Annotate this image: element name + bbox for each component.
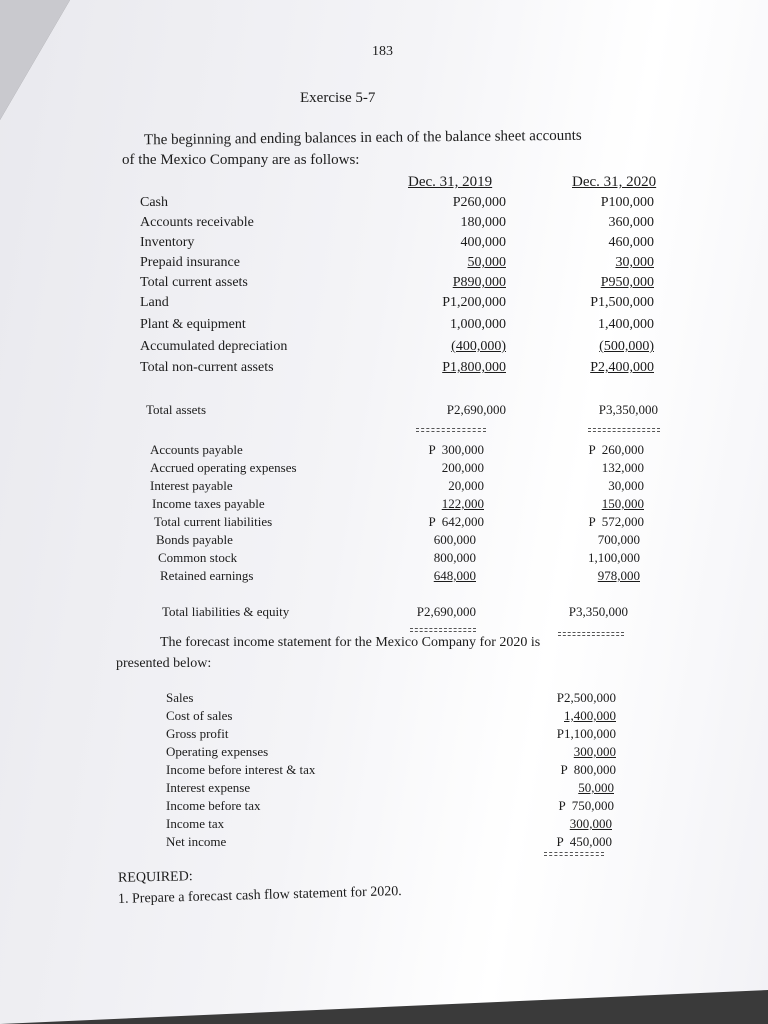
value-2020: P2,400,000 [590, 360, 654, 375]
row-label: Accounts payable [150, 442, 243, 457]
column-header-2019: Dec. 31, 2019 [408, 174, 493, 190]
double-rule [558, 632, 624, 636]
double-rule [416, 428, 486, 432]
value-2020: 360,000 [608, 215, 654, 230]
row-value: P 750,000 [558, 798, 614, 813]
value-2019: 50,000 [467, 255, 506, 270]
value-2019: 400,000 [460, 235, 506, 250]
row-label: Total current assets [140, 275, 248, 290]
row-label: Total liabilities & equity [162, 604, 290, 619]
row-label: Accounts receivable [140, 215, 254, 230]
row-value: P2,500,000 [556, 690, 616, 705]
row-label: Accumulated depreciation [140, 339, 288, 354]
value-2019: P260,000 [452, 195, 506, 210]
double-rule [410, 628, 476, 632]
row-value: P 800,000 [560, 762, 616, 777]
value-2020: 978,000 [597, 568, 640, 583]
value-2020: (500,000) [599, 339, 654, 354]
row-label: Income tax [166, 816, 225, 831]
value-2020: 30,000 [608, 478, 644, 493]
value-2020: 150,000 [601, 496, 644, 511]
value-2020: P100,000 [600, 195, 654, 210]
value-2019: 800,000 [433, 550, 476, 565]
row-label: Bonds payable [156, 532, 233, 547]
row-label: Retained earnings [160, 568, 254, 583]
value-2020: 700,000 [597, 532, 640, 547]
row-label: Interest payable [150, 478, 233, 493]
row-value: 300,000 [573, 744, 616, 759]
value-2019: (400,000) [451, 339, 506, 354]
value-2020: 460,000 [608, 235, 654, 250]
value-2019: 648,000 [433, 568, 476, 583]
row-label: Common stock [158, 550, 238, 565]
value-2019: P1,200,000 [442, 295, 506, 310]
row-value: 1,400,000 [564, 708, 616, 723]
row-label: Total assets [146, 402, 207, 417]
intro-line-1: The beginning and ending balances in each of the balance sheet accounts [143, 127, 582, 149]
value-2019: P 300,000 [428, 442, 484, 457]
row-label: Prepaid insurance [140, 255, 240, 270]
row-label: Accrued operating expenses [150, 460, 297, 475]
row-value: P1,100,000 [556, 726, 616, 741]
row-label: Income taxes payable [152, 496, 265, 511]
forecast-line-1: The forecast income statement for the Mexico Company for 2020 is [160, 635, 541, 650]
value-2019: 600,000 [433, 532, 476, 547]
value-2020: P 260,000 [588, 442, 644, 457]
value-2020: P3,350,000 [568, 604, 628, 619]
row-label: Land [140, 295, 169, 310]
row-value: P 450,000 [556, 834, 612, 849]
value-2019: 180,000 [460, 215, 506, 230]
row-label: Inventory [140, 235, 195, 250]
value-2020: 30,000 [615, 255, 654, 270]
value-2020: P1,500,000 [590, 295, 654, 310]
row-label: Net income [166, 834, 227, 849]
row-label: Income before interest & tax [166, 762, 316, 777]
column-header-2020: Dec. 31, 2020 [572, 174, 657, 190]
page-number: 183 [372, 44, 393, 59]
row-label: Plant & equipment [140, 317, 246, 332]
value-2020: 132,000 [601, 460, 644, 475]
required-item-1: 1. Prepare a forecast cash flow statement for 2020. [117, 884, 402, 907]
value-2020: P3,350,000 [598, 402, 658, 417]
intro-line-2: of the Mexico Company are as follows: [122, 152, 360, 168]
forecast-line-2: presented below: [116, 656, 212, 671]
exercise-title: Exercise 5-7 [300, 90, 376, 106]
row-label: Total non-current assets [140, 360, 274, 375]
value-2019: 1,000,000 [450, 317, 506, 332]
value-2020: 1,400,000 [598, 317, 654, 332]
row-label: Sales [166, 690, 194, 705]
row-value: 300,000 [569, 816, 612, 831]
value-2019: P1,800,000 [442, 360, 506, 375]
value-2020: 1,100,000 [588, 550, 640, 565]
double-rule [588, 428, 660, 432]
row-label: Cash [140, 195, 168, 210]
value-2019: 122,000 [441, 496, 484, 511]
value-2019: 200,000 [441, 460, 484, 475]
value-2019: P2,690,000 [416, 604, 476, 619]
row-label: Interest expense [166, 780, 251, 795]
value-2019: P890,000 [452, 275, 506, 290]
row-label: Income before tax [166, 798, 261, 813]
value-2019: 20,000 [448, 478, 484, 493]
value-2019: P2,690,000 [446, 402, 506, 417]
value-2019: P 642,000 [428, 514, 484, 529]
value-2020: P950,000 [600, 275, 654, 290]
row-label: Cost of sales [166, 708, 233, 723]
value-2020: P 572,000 [588, 514, 644, 529]
row-label: Total current liabilities [154, 514, 273, 529]
double-rule [544, 852, 604, 856]
row-label: Operating expenses [166, 744, 269, 759]
row-label: Gross profit [166, 726, 229, 741]
required-label: REQUIRED: [117, 869, 193, 886]
row-value: 50,000 [578, 780, 614, 795]
